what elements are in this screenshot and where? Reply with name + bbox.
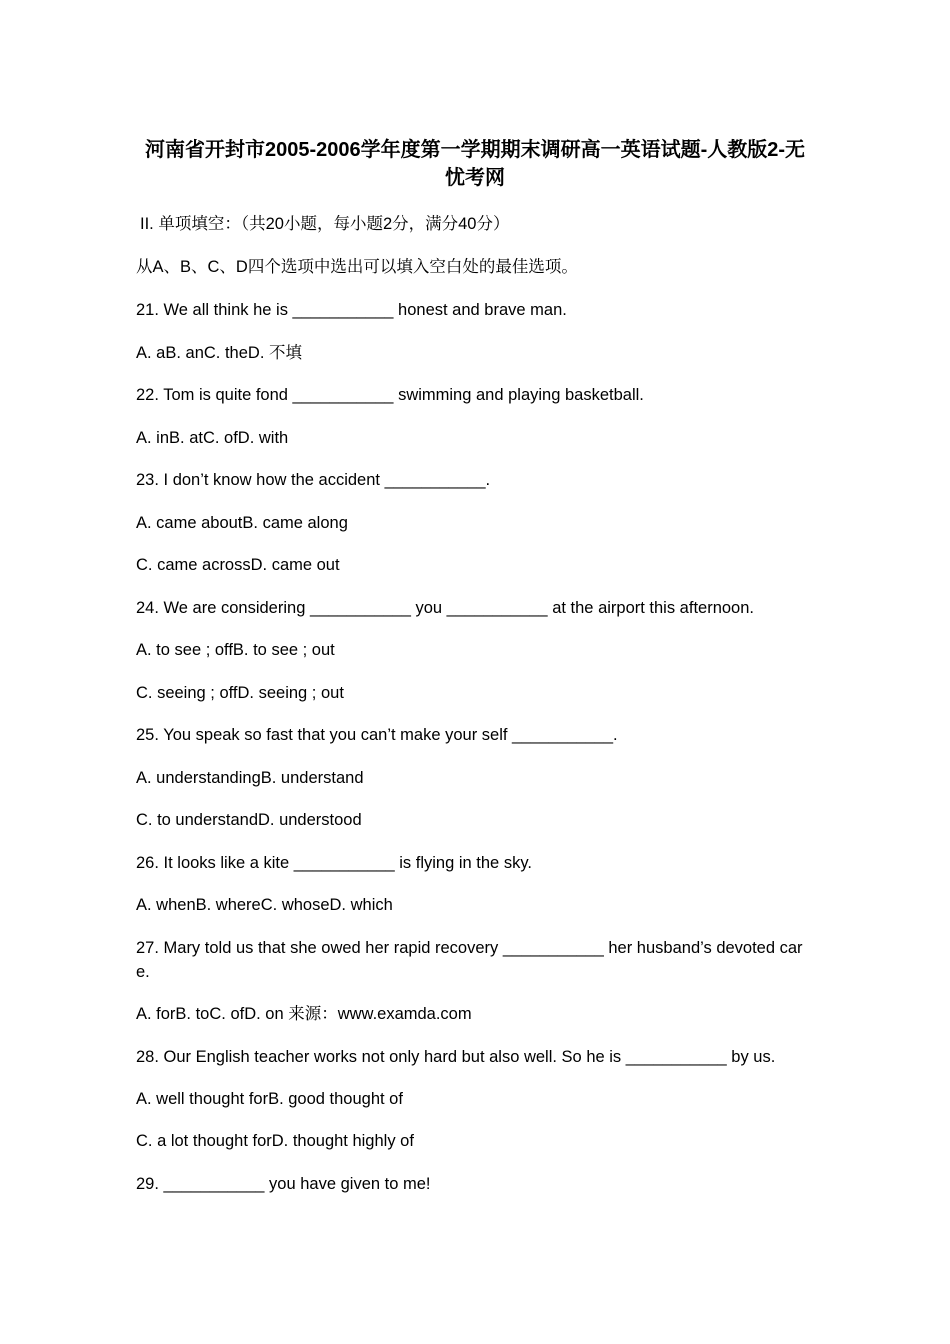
question-21-options: A. aB. anC. theD. 不填	[136, 344, 302, 362]
question-26-options: A. whenB. whereC. whoseD. which	[136, 896, 393, 914]
section-heading: II. 单项填空：（共20小题，每小题2分，满分40分）	[140, 215, 510, 233]
question-25-stem: 25. You speak so fast that you can’t make your self ___________.	[136, 726, 618, 744]
document-title: 河南省开封市2005-2006学年度第一学期期末调研高一英语试题-人教版2-无忧考网	[144, 139, 806, 189]
question-24-options-ab: A. to see ; offB. to see ; out	[136, 641, 335, 659]
question-23-stem: 23. I don’t know how the accident ___________.	[136, 471, 491, 489]
question-21-stem: 21. We all think he is ___________ honest and brave man.	[136, 301, 567, 319]
question-24-options-cd: C. seeing ; offD. seeing ; out	[136, 684, 344, 702]
question-25-options-cd: C. to understandD. understood	[136, 811, 362, 829]
section-instruction: 从A、B、C、D四个选项中选出可以填入空白处的最佳选项。	[136, 258, 578, 276]
question-26-stem: 26. It looks like a kite ___________ is flying in the sky.	[136, 854, 532, 872]
question-29-stem: 29. ___________ you have given to me!	[136, 1175, 431, 1193]
question-25-options-ab: A. understandingB. understand	[136, 769, 364, 787]
question-27-stem: 27. Mary told us that she owed her rapid recovery ___________ her husband’s devoted care.	[136, 939, 803, 981]
question-28-options-ab: A. well thought forB. good thought of	[136, 1090, 403, 1108]
question-28-stem: 28. Our English teacher works not only hard but also well. So he is ___________ by us.	[136, 1048, 776, 1066]
question-22-stem: 22. Tom is quite fond ___________ swimming and playing basketball.	[136, 386, 644, 404]
question-28-options-cd: C. a lot thought forD. thought highly of	[136, 1132, 414, 1150]
question-22-options: A. inB. atC. ofD. with	[136, 429, 289, 447]
question-27-options: A. forB. toC. ofD. on 来源：www.examda.com	[136, 1005, 472, 1023]
question-24-stem: 24. We are considering ___________ you ___________ at the airport this afternoon.	[136, 599, 754, 617]
question-23-options-cd: C. came acrossD. came out	[136, 556, 340, 574]
question-23-options-ab: A. came aboutB. came along	[136, 514, 348, 532]
